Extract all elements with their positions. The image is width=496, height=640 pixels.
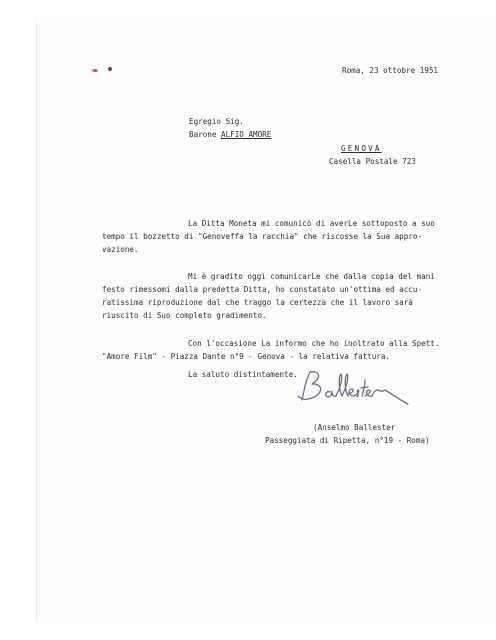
body-line: "Amore Film" - Piazza Dante n°9 - Genova - la relativa fattura.	[102, 352, 391, 361]
body-line: ratissima riproduzione dal che traggo la certezza che il lavoro sarà	[102, 298, 413, 307]
closing-line: La saluto distintamente.	[188, 370, 298, 379]
punch-mark-left	[92, 69, 98, 72]
addressee-salutation: Egregio Sig.	[189, 117, 244, 126]
body-line: La Ditta Moneta mi comunicò di averLe sottoposto a suo	[188, 219, 435, 228]
handwritten-signature	[290, 366, 430, 410]
addressee-po-box: Casella Postale 723	[329, 157, 416, 166]
addressee-title: Barone	[189, 130, 222, 139]
body-line: Mi è gradito oggi comunicarLe che dalla copia del mani	[188, 272, 435, 281]
sender-address: Passeggiata di Ripetta, n°19 - Roma)	[265, 436, 430, 445]
body-line: festo rimessomi dalla predetta Ditta, ho constatato un'ottima ed accu-	[102, 285, 423, 294]
body-line: tempo il bozzetto di "Genoveffa la racchia" che riscosse la Sua appro-	[102, 232, 423, 241]
paper-sheet	[36, 22, 495, 622]
sender-name: (Anselmo Ballester	[313, 423, 396, 432]
addressee-name-line	[189, 130, 271, 140]
addressee-name: ALFIO AMORE	[221, 130, 272, 139]
body-line: riuscito di Suo completo gradimento.	[102, 311, 267, 320]
punch-mark-right	[108, 67, 112, 71]
body-line: vazione.	[102, 245, 139, 254]
body-line: Con l'occasione La informo che ho inoltrato alla Spett.	[188, 339, 440, 348]
addressee-city: GENOVA	[341, 144, 382, 153]
letter-date: Roma, 23 ottobre 1951	[342, 66, 439, 75]
